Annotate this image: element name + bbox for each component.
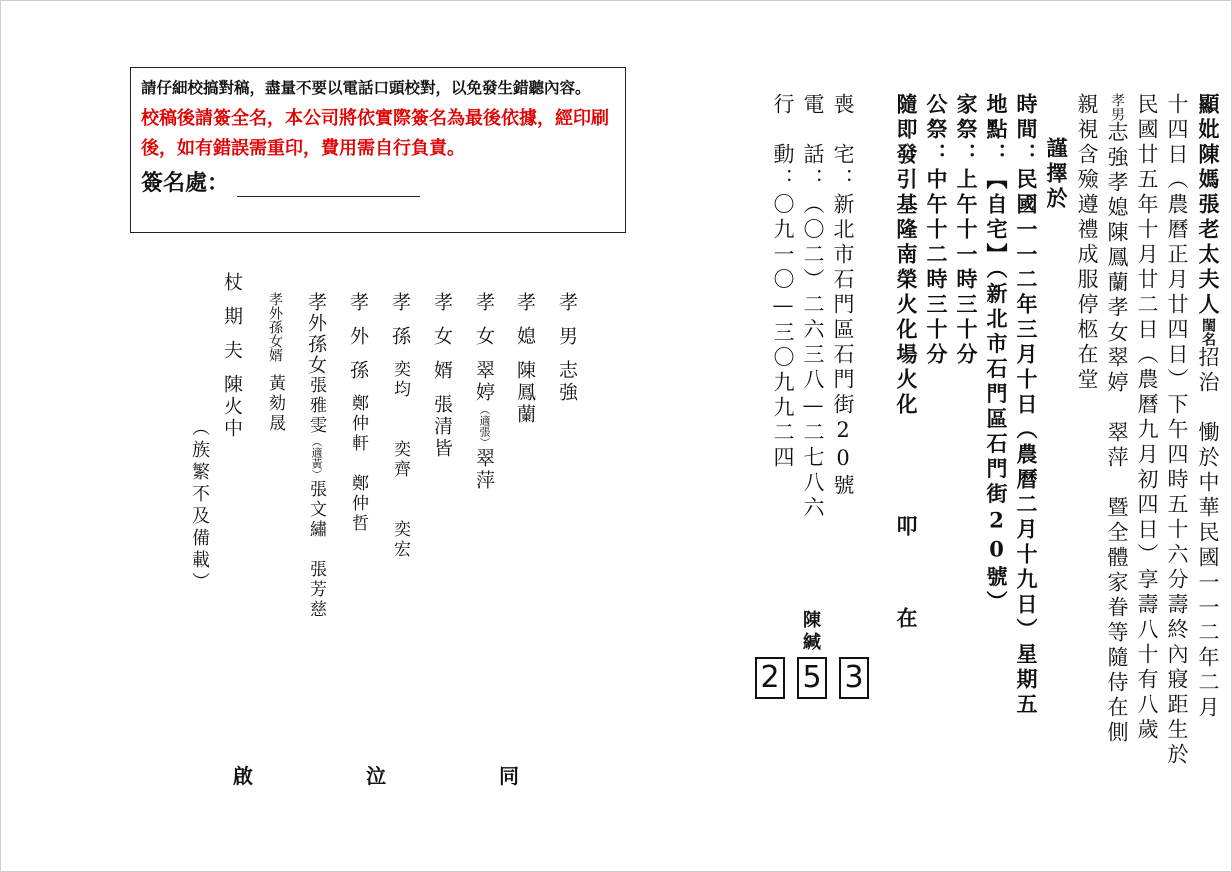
family-clan-note: （族繁不及備載） bbox=[189, 418, 210, 594]
family-widower: 杖期夫陳火中 bbox=[221, 272, 243, 440]
cremation-info: 隨即發引基隆南榮火化場火化 bbox=[894, 93, 919, 418]
funeral-location: 地點：【自宅】（新北市石門區石門街20號） bbox=[984, 93, 1009, 616]
signature-line[interactable] bbox=[237, 174, 420, 197]
announcement-col-6: 謹擇於 bbox=[1044, 137, 1069, 212]
signature-row bbox=[141, 166, 615, 197]
signature-label: 簽名處： bbox=[141, 171, 230, 196]
family-son-in-law: 孝女婿張清皆 bbox=[431, 292, 453, 460]
family-ext-granddaughter: 孝外孫女張雅雯（適黃）張文繡 張芳慈 bbox=[305, 292, 327, 620]
family-daughter: 孝女翠婷（適張）翠萍 bbox=[473, 292, 495, 492]
announcement-col-4: 孝男志強孝媳陳鳳蘭孝女翠婷 翠萍 暨全體家眷等隨侍在側 bbox=[1105, 93, 1129, 746]
notice-instruction: 請仔細校搞對稿，盡量不要以電話口頭校對，以免發生錯聽內容。 bbox=[141, 79, 591, 97]
announcement-col-5: 親視含殮遵禮成服停柩在堂 bbox=[1075, 93, 1099, 393]
family-daughter-in-law: 孝媳陳鳳蘭 bbox=[514, 292, 536, 426]
family-ext-gd-husband: 孝外孫女婿黃劾晟 bbox=[265, 292, 285, 434]
respect-text: 叩 在 bbox=[894, 515, 919, 653]
proof-digit-2: 5 bbox=[797, 657, 827, 699]
family-grandson: 孝孫奕均 奕齊 奕宏 bbox=[389, 292, 411, 560]
notice-warning: 校稿後請簽全名，本公司將依實際簽名為最後依據，經印刷後，如有錯誤需重印，費用需自行負責。 bbox=[141, 108, 609, 159]
family-ext-grandson: 孝外孫鄭仲軒 鄭仲哲 bbox=[347, 292, 369, 534]
announcement-col-2: 十四日（農曆正月廿四日）下午四時五十六分壽終內寢距生於 bbox=[1165, 93, 1189, 768]
proof-digit-1: 2 bbox=[755, 657, 785, 699]
funeral-time: 時間：民國一一二年三月十日（農曆二月十九日）星期五 bbox=[1014, 93, 1039, 718]
announcement-col-1: 顯妣陳媽張老太夫人閨名招治 慟於中華民國一一二年二月 bbox=[1196, 93, 1221, 721]
proof-notice-box bbox=[130, 67, 626, 233]
closing-word-2: 泣 bbox=[366, 764, 386, 788]
residence-address: 喪 宅：新北市石門區石門街20號 bbox=[831, 93, 855, 499]
family-ceremony-time: 家祭：上午十一時三十分 bbox=[954, 93, 979, 368]
proof-digit-3: 3 bbox=[839, 657, 869, 699]
announcement-col-3: 民國廿五年十月廿二日（農曆九月初四日）享壽八十有八歲 bbox=[1135, 93, 1159, 743]
mobile-number: 行 動：〇九一〇—三〇九九二四 bbox=[771, 93, 795, 471]
closing-word-3: 同 bbox=[499, 764, 519, 788]
closing-word-1: 啟 bbox=[233, 764, 253, 788]
public-ceremony-time: 公祭：中午十二時三十分 bbox=[924, 93, 949, 368]
phone-number: 電 話：（〇二）二六三八—二七八六 bbox=[801, 93, 825, 521]
signer-name: 陳緘 bbox=[800, 610, 821, 654]
family-son: 孝男志強 bbox=[556, 292, 578, 404]
